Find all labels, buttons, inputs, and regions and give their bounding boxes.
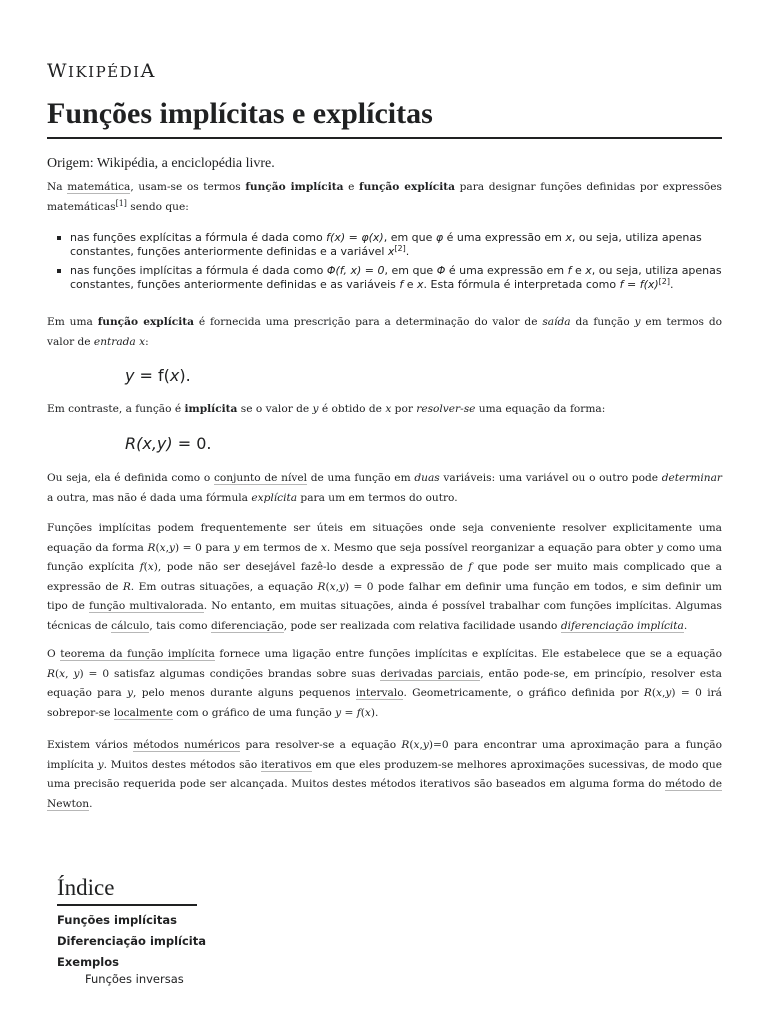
link-metodos-numericos[interactable]: métodos numéricos <box>133 739 241 751</box>
paragraph-numeric-methods: Existem vários métodos numéricos para resolver-se a equação R(x,y)=0 para encontrar uma aproximação para a função implícita y. Muitos destes métodos são iterativos em que eles produzem-se melhores aproximações sucessivas, de modo que uma precisão requerida pode ser alcançada. Muitos destes métodos iterativos são baseados em alguma forma do método de Newton. <box>47 739 723 810</box>
toc-subitem-funcoes-inversas[interactable]: Funções inversas <box>85 972 184 986</box>
list-item-explicit: nas funções explícitas a fórmula é dada como f(x) = φ(x), em que φ é uma expressão em x, ou seja, utiliza apenas constantes, funções anteriormente definidas e a variável x[2]. <box>70 231 730 258</box>
wikipedia-logo[interactable] <box>47 60 156 82</box>
link-funcao-multivalorada[interactable]: função multivalorada <box>89 600 204 612</box>
link-iterativos[interactable]: iterativos <box>260 758 312 771</box>
intro-paragraph: Na matemática, usam-se os termos função implícita e função explícita para designar funções definidas por expressões matemáticas[1] sendo que: <box>47 181 722 213</box>
paragraph-explicit-function: Em uma função explícita é fornecida uma prescrição para a determinação do valor de saída da função y em termos do valor de entrada x: <box>47 316 722 348</box>
link-metodo-de-newton[interactable]: método de Newton <box>47 778 723 810</box>
paragraph-contrast: Em contraste, a função é implícita se o valor de y é obtido de x por resolver-se uma equação da forma: <box>47 403 606 415</box>
link-calculo[interactable]: cálculo <box>111 619 150 632</box>
link-localmente[interactable]: localmente <box>113 706 173 719</box>
logo-letters: IKIPÉDI <box>68 63 141 81</box>
reference-2[interactable]: [2] <box>394 243 406 253</box>
page-title: Funções implícitas e explícitas <box>47 94 722 139</box>
link-derivadas-parciais[interactable]: derivadas parciais <box>380 667 481 680</box>
paragraph-level-set: Ou seja, ela é definida como o conjunto de nível de uma função em duas variáveis: uma variável ou o outro pode determinar a outra, mas não é dada uma fórmula explícita para um em termos do outro. <box>47 472 722 504</box>
reference-1[interactable]: [1] <box>115 198 127 208</box>
logo-letter: A <box>140 60 156 82</box>
logo-letter: W <box>47 60 69 82</box>
reference-2[interactable]: [2] <box>658 276 671 286</box>
link-intervalo[interactable]: intervalo <box>355 687 404 699</box>
paragraph-theorem: O teorema da função implícita fornece uma ligação entre funções implícitas e explícitas. Ele estabelece que se a equação R(x, y) = 0 satisfaz algumas condições brandas sobre suas derivadas parciais, então pode-se, em princípio, resolver esta equação para y, pelo menos durante alguns pequenos intervalo. Geometricamente, o gráfico definida por R(x,y) = 0 irá sobrepor-se localmente com o gráfico de uma função y = f(x). <box>47 648 722 719</box>
definition-list <box>47 231 730 297</box>
toc-heading: Índice <box>57 875 197 906</box>
toc-item-diferenciacao-implicita[interactable]: Diferenciação implícita <box>57 934 207 948</box>
paragraph-usefulness: Funções implícitas podem frequentemente ser úteis em situações onde seja conveniente resolver explicitamente uma equação da forma R(x,y) = 0 para y em termos de x. Mesmo que seja possível reorganizar a equação para obter y como uma função explícita f(x), pode não ser desejável fazê-lo desde a expressão de f que pode ser muito mais complicado que a expressão de R. Em outras situações, a equação R(x,y) = 0 pode falhar em definir uma função em todos, e sim definir um tipo de função multivalorada. No entanto, em muitas situações, ainda é possível trabalhar com funções implícitas. Algumas técnicas de cálculo, tais como diferenciação, pode ser realizada com relativa facilidade usando diferenciação implícita. <box>47 522 723 632</box>
list-item-implicit: nas funções implícitas a fórmula é dada como Φ(f, x) = 0, em que Φ é uma expressão em f e x, ou seja, utiliza apenas constantes, funções anteriormente definidas e as variáveis f e x. Esta fórmula é interpretada como f = f(x)[2]. <box>70 264 730 291</box>
formula-explicit: y = f(x). <box>125 366 191 385</box>
link-conjunto-de-nivel[interactable]: conjunto de nível <box>213 472 308 484</box>
toc-item-funcoes-implicitas[interactable]: Funções implícitas <box>57 913 177 927</box>
link-matematica[interactable]: matemática <box>67 181 131 193</box>
link-diferenciacao[interactable]: diferenciação <box>210 619 284 632</box>
link-teorema-funcao-implicita[interactable]: teorema da função implícita <box>60 648 215 660</box>
toc-item-exemplos[interactable]: Exemplos <box>57 955 119 969</box>
origin-line: Origem: Wikipédia, a enciclopédia livre. <box>47 156 275 171</box>
formula-implicit: R(x,y) = 0. <box>125 434 212 453</box>
link-diferenciacao-implicita[interactable]: diferenciação implícita <box>560 619 684 632</box>
